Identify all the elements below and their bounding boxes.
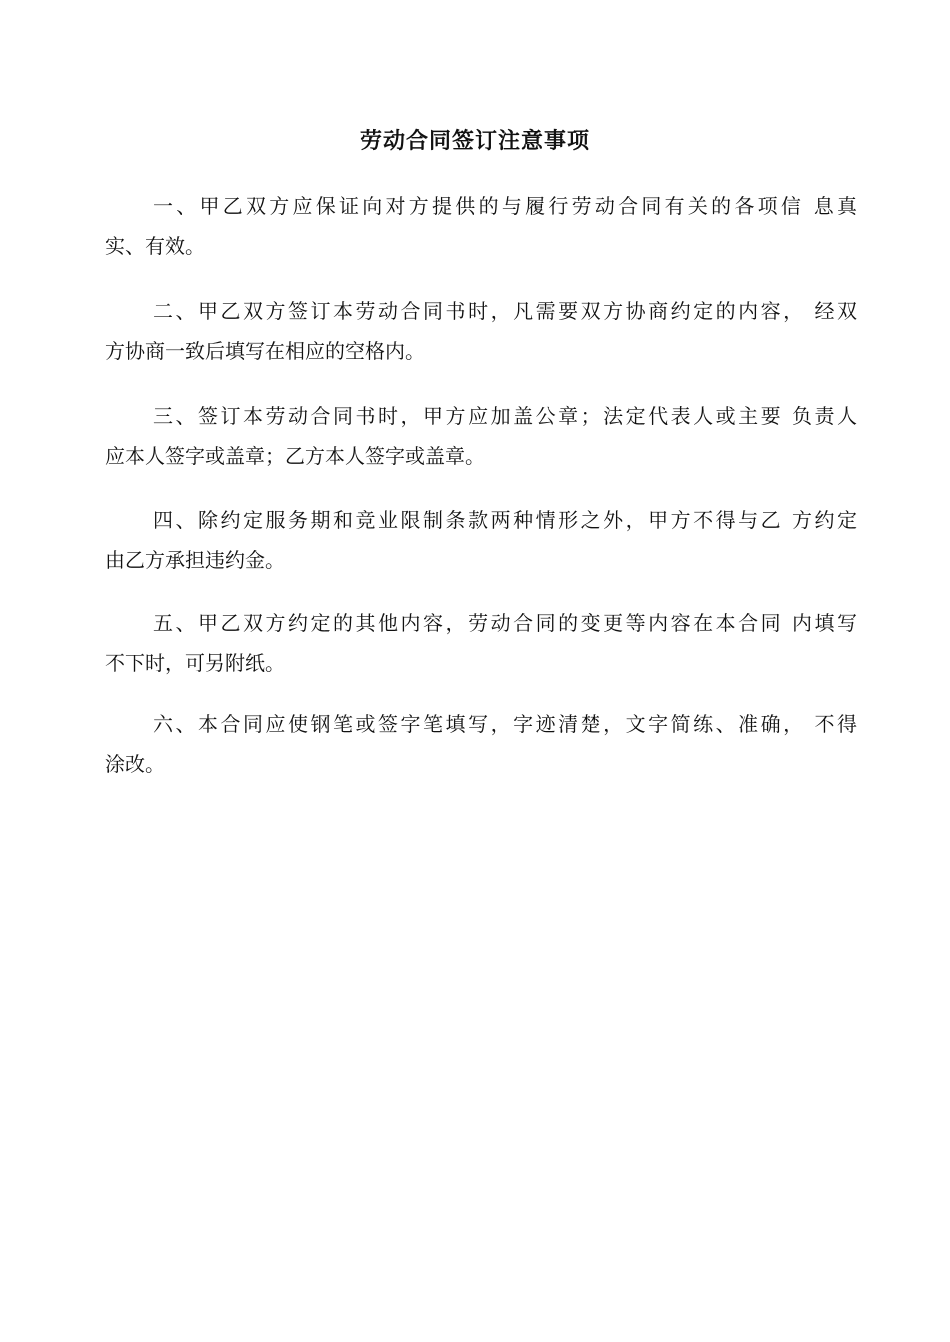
clause-3 — [105, 396, 857, 476]
clause-2 — [105, 291, 857, 371]
clause-4-line-2: 由乙方承担违约金。 — [105, 548, 285, 572]
clause-3-line-1: 三、签订本劳动合同书时，甲方应加盖公章；法定代表人或主要 负责人 — [153, 404, 857, 428]
clause-4 — [105, 500, 857, 580]
clause-2-line-2: 方协商一致后填写在相应的空格内。 — [105, 339, 425, 363]
clause-5-line-2: 不下时，可另附纸。 — [105, 651, 285, 675]
clause-1-line-2: 实、有效。 — [105, 234, 205, 258]
clause-6 — [105, 704, 857, 784]
clause-5 — [105, 603, 857, 683]
clause-1 — [105, 186, 857, 266]
clause-4-line-1: 四、除约定服务期和竞业限制条款两种情形之外，甲方不得与乙 方约定 — [153, 508, 857, 532]
document-title: 劳动合同签订注意事项 — [359, 129, 590, 154]
clause-2-line-1: 二、甲乙双方签订本劳动合同书时，凡需要双方协商约定的内容， 经双 — [153, 299, 857, 323]
clause-6-line-1: 六、本合同应使钢笔或签字笔填写，字迹清楚，文字简练、准确， 不得 — [153, 712, 857, 736]
clause-1-line-1: 一、甲乙双方应保证向对方提供的与履行劳动合同有关的各项信 息真 — [153, 194, 857, 218]
clause-3-line-2: 应本人签字或盖章；乙方本人签字或盖章。 — [105, 444, 485, 468]
clause-5-line-1: 五、甲乙双方约定的其他内容，劳动合同的变更等内容在本合同 内填写 — [153, 611, 857, 635]
clause-6-line-2: 涂改。 — [105, 752, 165, 776]
